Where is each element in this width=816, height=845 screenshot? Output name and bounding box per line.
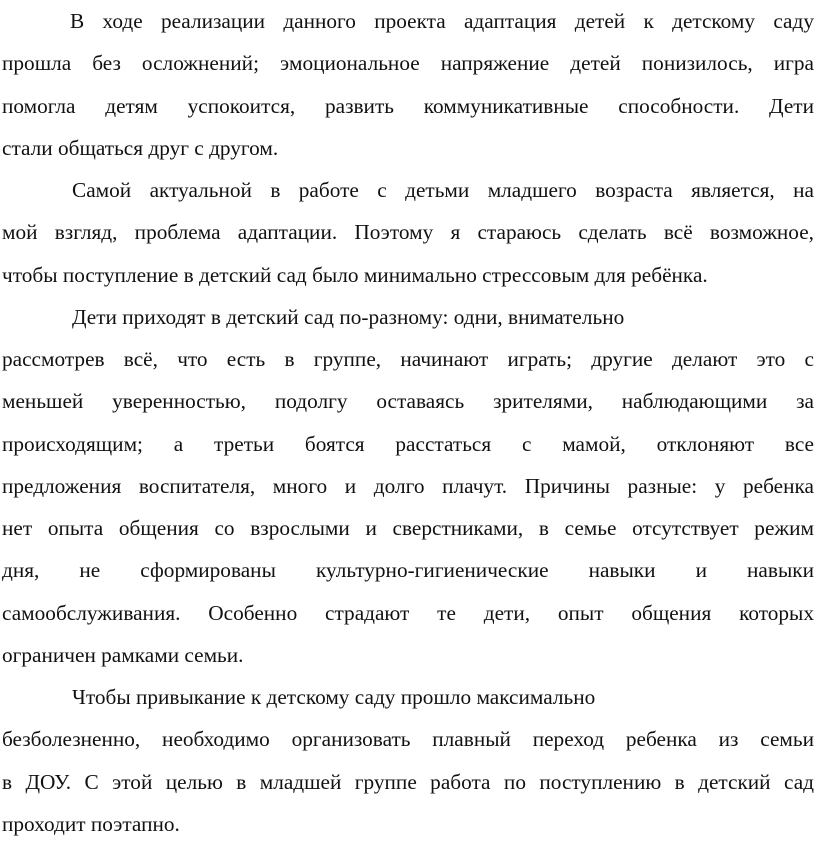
paragraph-4-line-3: в ДОУ. С этой целью в младшей группе работа по поступлению в детский сад (2, 769, 814, 794)
paragraph-3-line-4: происходящим; а третьи боятся расстаться с мамой, отклоняют все (2, 431, 814, 456)
paragraph-4-line-2: безболезненно, необходимо организовать плавный переход ребенка из семьи (2, 727, 814, 752)
paragraph-3-line-3: меньшей уверенностью, подолгу оставаясь зрителями, наблюдающими за (2, 389, 814, 414)
paragraph-1-line-2: прошла без осложнений; эмоциональное напряжение детей понизилось, игра (2, 51, 814, 76)
paragraph-4-line-1: Чтобы привыкание к детскому саду прошло максимально (72, 685, 596, 709)
paragraph-4 (2, 676, 814, 845)
paragraph-3-line-2: рассмотрев всё, что есть в группе, начинают играть; другие делают это с (2, 347, 814, 371)
paragraph-1-line-1: В ходе реализации данного проекта адаптация детей к детскому саду (70, 9, 814, 33)
paragraph-2-line-3: чтобы поступление в детский сад было минимально стрессовым для ребёнка. (2, 262, 708, 287)
paragraph-4-line-4: проходит поэтапно. (2, 811, 180, 836)
paragraph-3-line-1: Дети приходят в детский сад по-разному: одни, внимательно (72, 304, 625, 329)
paragraph-2-line-1: Самой актуальной в работе с детьми младшего возраста является, на (72, 178, 814, 202)
document-page (2, 0, 814, 845)
paragraph-3-line-8: самообслуживания. Особенно страдают те дети, опыт общения которых (2, 600, 814, 625)
paragraph-2 (2, 169, 814, 296)
paragraph-1 (2, 0, 814, 169)
paragraph-1-line-4: стали общаться друг с другом. (2, 135, 279, 160)
paragraph-1-line-3: помогла детям успокоится, развить коммуникативные способности. Дети (2, 93, 814, 118)
paragraph-3 (2, 296, 814, 676)
paragraph-3-line-5: предложения воспитателя, много и долго плачут. Причины разные: у ребенка (2, 473, 814, 498)
paragraph-3-line-7: дня, не сформированы культурно-гигиенические навыки и навыки (2, 558, 814, 583)
paragraph-3-line-9: ограничен рамками семьи. (2, 642, 244, 667)
paragraph-2-line-2: мой взгляд, проблема адаптации. Поэтому я стараюсь сделать всё возможное, (2, 220, 814, 245)
paragraph-3-line-6: нет опыта общения со взрослыми и сверстниками, в семье отсутствует режим (2, 516, 814, 540)
